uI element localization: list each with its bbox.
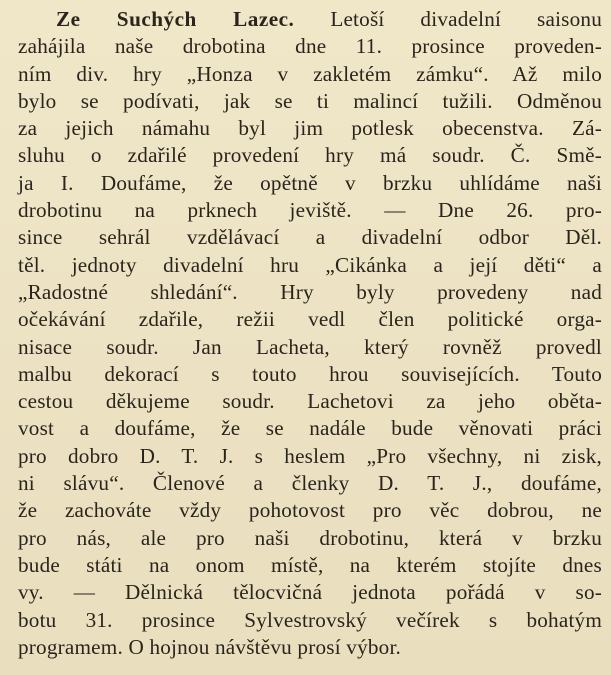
article-line: nisace soudr. Jan Lacheta, který rovněž provedl — [18, 334, 602, 359]
article-line-last: programem. O hojnou návštěvu prosí výbor. — [18, 634, 402, 659]
article-line: za jejich námahu byl jim potlesk obecenstva. Zá- — [18, 116, 602, 141]
article-line: očekávání zdařile, režii vedl člen politické orga- — [18, 307, 602, 332]
article-line: botu 31. prosince Sylvestrovský večírek s bohatým — [18, 607, 602, 632]
article-line: since sehrál vzdělávací a divadelní odbor Děl. — [18, 225, 602, 250]
article-heading: Ze Suchých Lazec. — [56, 7, 295, 31]
article-first-line-text: Letoší divadelní saisonu — [330, 7, 603, 31]
article-line: pro nás, ale pro naši drobotinu, která v brzku — [18, 525, 602, 550]
article-line: těl. jednoty divadelní hru „Cikánka a její děti“ a — [18, 252, 602, 277]
article-line: drobotinu na prknech jeviště. — Dne 26. pro- — [18, 198, 602, 223]
article-line: bude státi na onom místě, na kterém stojíte dnes — [18, 552, 602, 577]
article-line: cestou děkujeme soudr. Lachetovi za jeho oběta- — [18, 389, 602, 414]
article-line: bylo se podívati, jak se ti malincí tužili. Odměnou — [18, 88, 602, 113]
article-line: ja I. Doufáme, že opětně v brzku uhlídáme naši — [18, 170, 602, 195]
article-line: vy. — Dělnická tělocvičná jednota pořádá v so- — [18, 580, 602, 605]
article-line: malbu dekorací s touto hrou souvisejících. Touto — [18, 361, 602, 386]
article-line: ním div. hry „Honza v zakletém zámku“. Až milo — [18, 61, 602, 86]
article-line: že zachováte vždy pohotovost pro věc dobrou, ne — [18, 498, 602, 523]
article-line: vost a doufáme, že se nadále bude věnovati práci — [18, 416, 602, 441]
article-line: zahájila naše drobotina dne 11. prosince proveden- — [18, 34, 602, 59]
article-line: „Radostné shledání“. Hry byly provedeny nad — [18, 279, 602, 304]
article-line: sluhu o zdařilé provedení hry má soudr. Č. Smě- — [18, 143, 602, 168]
article-line-1 — [18, 6, 602, 33]
article-line: ni slávu“. Členové a členky D. T. J., doufáme, — [18, 471, 602, 496]
article-ze-suchych-lazec — [18, 6, 602, 661]
article-line: pro dobro D. T. J. s heslem „Pro všechny, ni zisk, — [18, 443, 602, 468]
